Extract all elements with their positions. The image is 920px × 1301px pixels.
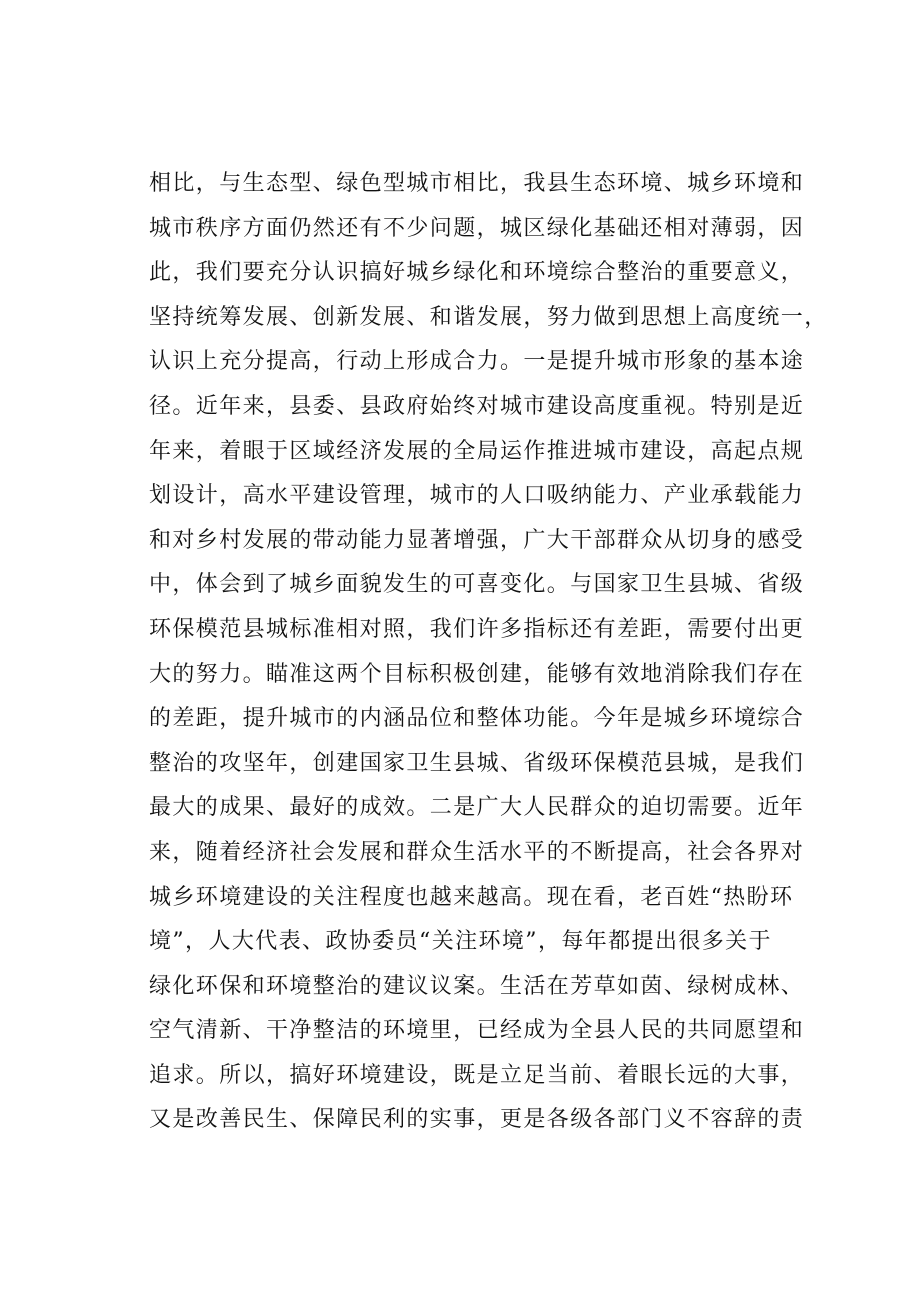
text-line: 境”，人大代表、政协委员“关注环境”，每年都提出很多关于 xyxy=(149,929,772,955)
text-line: 此，我们要充分认识搞好城乡绿化和环境综合整治的重要意义， xyxy=(149,260,805,286)
text-line: 又是改善民生、保障民利的实事，更是各级各部门义不容辞的责 xyxy=(149,1107,805,1133)
text-line: 来，随着经济社会发展和群众生活水平的不断提高，社会各界对 xyxy=(149,839,805,865)
text-line: 径。近年来，县委、县政府始终对城市建设高度重视。特别是近 xyxy=(149,393,805,419)
text-line: 环保模范县城标准相对照，我们许多指标还有差距，需要付出更 xyxy=(149,616,805,642)
text-line: 相比，与生态型、绿色型城市相比，我县生态环境、城乡环境和 xyxy=(149,171,805,196)
text-line: 认识上充分提高，行动上形成合力。一是提升城市形象的基本途 xyxy=(149,349,805,375)
text-line: 中，体会到了城乡面貌发生的可喜变化。与国家卫生县城、省级 xyxy=(149,572,805,598)
text-line: 整治的攻坚年，创建国家卫生县城、省级环保模范县城，是我们 xyxy=(149,750,805,776)
text-line: 的差距，提升城市的内涵品位和整体功能。今年是城乡环境综合 xyxy=(149,706,805,732)
text-line: 绿化环保和环境整治的建议议案。生活在芳草如茵、绿树成林、 xyxy=(149,973,805,999)
text-line: 最大的成果、最好的成效。二是广大人民群众的迫切需要。近年 xyxy=(149,795,805,821)
text-line: 城乡环境建设的关注程度也越来越高。现在看，老百姓“热盼环 xyxy=(149,884,794,910)
text-line: 和对乡村发展的带动能力显著增强，广大干部群众从切身的感受 xyxy=(149,527,805,553)
text-line: 城市秩序方面仍然还有不少问题，城区绿化基础还相对薄弱，因 xyxy=(149,215,805,241)
text-line: 年来，着眼于区域经济发展的全局运作推进城市建设，高起点规 xyxy=(149,438,805,464)
text-line: 追求。所以，搞好环境建设，既是立足当前、着眼长远的大事， xyxy=(149,1062,805,1088)
text-line: 大的努力。瞄准这两个目标积极创建，能够有效地消除我们存在 xyxy=(149,661,805,687)
body-text xyxy=(149,162,849,1143)
text-line: 坚持统筹发展、创新发展、和谐发展，努力做到思想上高度统一， xyxy=(149,304,828,330)
text-line: 划设计，高水平建设管理，城市的人口吸纳能力、产业承载能力 xyxy=(149,483,805,509)
text-line: 空气清新、干净整洁的环境里，已经成为全县人民的共同愿望和 xyxy=(149,1018,805,1044)
